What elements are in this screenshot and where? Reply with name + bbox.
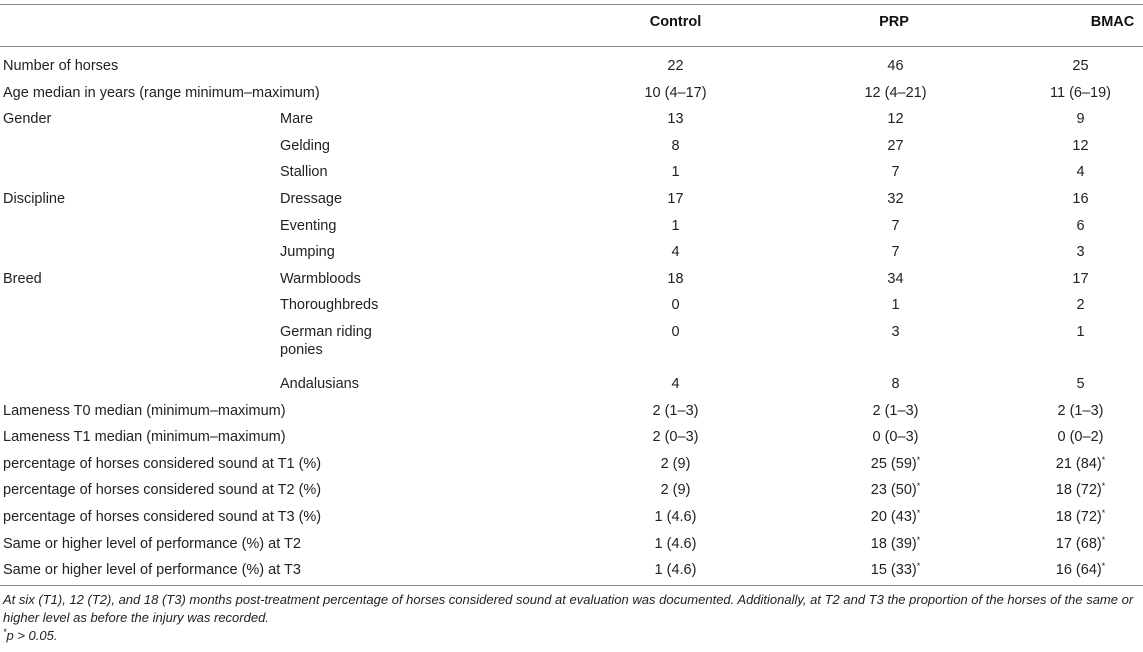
table-footnote: At six (T1), 12 (T2), and 18 (T3) months post-treatment percentage of horses considered sound at evaluation was documented. Additionally, at T2 and T3 the proportion of the horses of the same or higher level as before the injury was recorded. xyxy=(3,592,1134,625)
cell-control: 2 (9) xyxy=(660,455,691,472)
top-rule xyxy=(0,4,1143,5)
row-label xyxy=(0,213,280,240)
table-row xyxy=(0,53,1143,80)
cell-value: 21 (84) xyxy=(1055,455,1102,472)
table-row xyxy=(0,80,1143,107)
cell-bmac: 12 xyxy=(1072,137,1089,154)
bottom-rule xyxy=(0,585,1143,586)
table-row xyxy=(0,504,1143,531)
table-row xyxy=(0,319,1143,371)
significance-marker: * xyxy=(916,454,921,465)
significance-note xyxy=(3,627,1138,645)
table-row xyxy=(0,477,1143,504)
row-label: percentage of horses considered sound at T1 (%) xyxy=(3,455,322,472)
cell-bmac: 9 xyxy=(1076,111,1085,128)
cell-bmac xyxy=(1018,531,1143,558)
cell-control: 18 xyxy=(667,270,684,287)
cell-prp: 1 xyxy=(891,297,900,314)
row-sublabel: Eventing xyxy=(280,217,337,234)
table-row xyxy=(0,213,1143,240)
significance-marker: * xyxy=(1101,561,1106,572)
cell-prp: 32 xyxy=(887,190,904,207)
cell-control: 13 xyxy=(667,111,684,128)
cell-bmac xyxy=(1018,477,1143,504)
cell-prp xyxy=(773,477,1018,504)
significance-text: p > 0.05. xyxy=(6,628,58,643)
significance-marker: * xyxy=(1101,454,1106,465)
cell-value: 18 (39) xyxy=(870,535,917,552)
cell-bmac: 16 xyxy=(1072,190,1089,207)
cell-prp: 12 (4–21) xyxy=(864,84,927,101)
row-label: Breed xyxy=(3,270,42,287)
cell-bmac: 25 xyxy=(1072,58,1089,74)
cell-prp: 8 xyxy=(891,375,900,392)
cell-control: 1 (4.6) xyxy=(654,562,697,579)
cell-bmac: 6 xyxy=(1076,217,1085,234)
cell-prp: 27 xyxy=(887,137,904,154)
cell-bmac xyxy=(1018,451,1143,478)
row-label xyxy=(0,371,280,398)
row-sublabel: Dressage xyxy=(280,190,343,207)
cell-prp: 0 (0–3) xyxy=(872,429,919,446)
cell-control: 4 xyxy=(671,375,680,392)
cell-control: 1 (4.6) xyxy=(654,535,697,552)
row-label: Lameness T0 median (minimum–maximum) xyxy=(3,402,286,419)
row-label xyxy=(0,239,280,266)
row-label: Age median in years (range minimum–maximum) xyxy=(3,84,320,101)
significance-marker: * xyxy=(916,481,921,492)
row-label xyxy=(0,292,280,319)
cell-prp: 12 xyxy=(887,111,904,128)
cell-control: 2 (9) xyxy=(660,482,691,499)
cell-control: 17 xyxy=(667,190,684,207)
header-control: Control xyxy=(649,14,702,30)
cell-prp: 7 xyxy=(891,164,900,181)
table-row xyxy=(0,106,1143,133)
cell-bmac: 2 xyxy=(1076,297,1085,314)
cell-bmac: 0 (0–2) xyxy=(1057,429,1104,446)
row-sublabel: Thoroughbreds xyxy=(280,297,379,314)
table-row xyxy=(0,239,1143,266)
table-row xyxy=(0,424,1143,451)
cell-prp: 7 xyxy=(891,244,900,261)
significance-marker: * xyxy=(1101,534,1106,545)
cell-control: 22 xyxy=(667,58,684,74)
table-row xyxy=(0,266,1143,293)
row-label: Gender xyxy=(3,111,52,128)
cell-value: 23 (50) xyxy=(870,482,917,499)
header-prp: PRP xyxy=(879,14,909,30)
row-label: Same or higher level of performance (%) at T3 xyxy=(3,562,301,579)
table-row xyxy=(0,371,1143,398)
cell-bmac: 3 xyxy=(1076,244,1085,261)
row-label: Lameness T1 median (minimum–maximum) xyxy=(3,429,286,446)
table-row xyxy=(0,133,1143,160)
cell-control: 2 (0–3) xyxy=(652,429,699,446)
table-row xyxy=(0,451,1143,478)
significance-marker: * xyxy=(916,534,921,545)
cell-value: 15 (33) xyxy=(870,562,917,579)
table-row xyxy=(0,159,1143,186)
row-label xyxy=(0,133,280,160)
cell-control: 1 xyxy=(671,217,680,234)
cell-control: 10 (4–17) xyxy=(644,84,707,101)
row-sublabel: German riding ponies xyxy=(280,323,372,358)
significance-marker: * xyxy=(1101,481,1106,492)
cell-prp xyxy=(773,557,1018,584)
cell-control: 1 xyxy=(671,164,680,181)
cell-value: 18 (72) xyxy=(1055,508,1102,525)
cell-value: 17 (68) xyxy=(1055,535,1102,552)
cell-bmac: 17 xyxy=(1072,270,1089,287)
row-label: Same or higher level of performance (%) at T2 xyxy=(3,535,301,552)
cell-value: 18 (72) xyxy=(1055,482,1102,499)
cell-bmac: 1 xyxy=(1076,323,1085,340)
cell-value: 16 (64) xyxy=(1055,562,1102,579)
cell-prp xyxy=(773,451,1018,478)
cell-value: 20 (43) xyxy=(870,508,917,525)
cell-bmac xyxy=(1018,557,1143,584)
row-sublabel: Jumping xyxy=(280,244,335,261)
cell-bmac: 5 xyxy=(1076,375,1085,392)
cell-control: 8 xyxy=(671,137,680,154)
cell-control: 2 (1–3) xyxy=(652,402,699,419)
cell-control: 4 xyxy=(671,244,680,261)
row-sublabel: Warmbloods xyxy=(280,270,361,287)
significance-marker: * xyxy=(916,507,921,518)
significance-marker: * xyxy=(1101,507,1106,518)
cell-control: 1 (4.6) xyxy=(654,508,697,525)
header-rule xyxy=(0,46,1143,47)
cell-bmac: 2 (1–3) xyxy=(1057,402,1104,419)
table-row xyxy=(0,531,1143,558)
significance-mark: * xyxy=(3,627,7,637)
row-label xyxy=(0,159,280,186)
table-row xyxy=(0,292,1143,319)
significance-marker: * xyxy=(916,561,921,572)
row-label xyxy=(0,319,280,371)
row-label: percentage of horses considered sound at T2 (%) xyxy=(3,482,322,499)
cell-prp: 3 xyxy=(891,323,900,340)
cell-prp: 7 xyxy=(891,217,900,234)
cell-prp xyxy=(773,504,1018,531)
row-sublabel: Gelding xyxy=(280,137,330,154)
cell-control: 0 xyxy=(671,323,680,340)
row-label: Number of horses xyxy=(3,58,119,74)
results-table xyxy=(0,53,1143,584)
cell-prp xyxy=(773,531,1018,558)
cell-prp: 46 xyxy=(887,58,904,74)
cell-prp: 34 xyxy=(887,270,904,287)
row-sublabel: Andalusians xyxy=(280,375,359,392)
table-row xyxy=(0,398,1143,425)
row-label: percentage of horses considered sound at T3 (%) xyxy=(3,508,322,525)
table-row xyxy=(0,186,1143,213)
cell-bmac: 4 xyxy=(1076,164,1085,181)
cell-prp: 2 (1–3) xyxy=(872,402,919,419)
cell-bmac: 11 (6–19) xyxy=(1050,84,1111,101)
row-label: Discipline xyxy=(3,190,66,207)
row-sublabel: Mare xyxy=(280,111,314,128)
cell-value: 25 (59) xyxy=(870,455,917,472)
row-sublabel: Stallion xyxy=(280,164,328,181)
cell-control: 0 xyxy=(671,297,680,314)
header-bmac: BMAC xyxy=(1090,14,1135,30)
table-row xyxy=(0,557,1143,584)
cell-bmac xyxy=(1018,504,1143,531)
